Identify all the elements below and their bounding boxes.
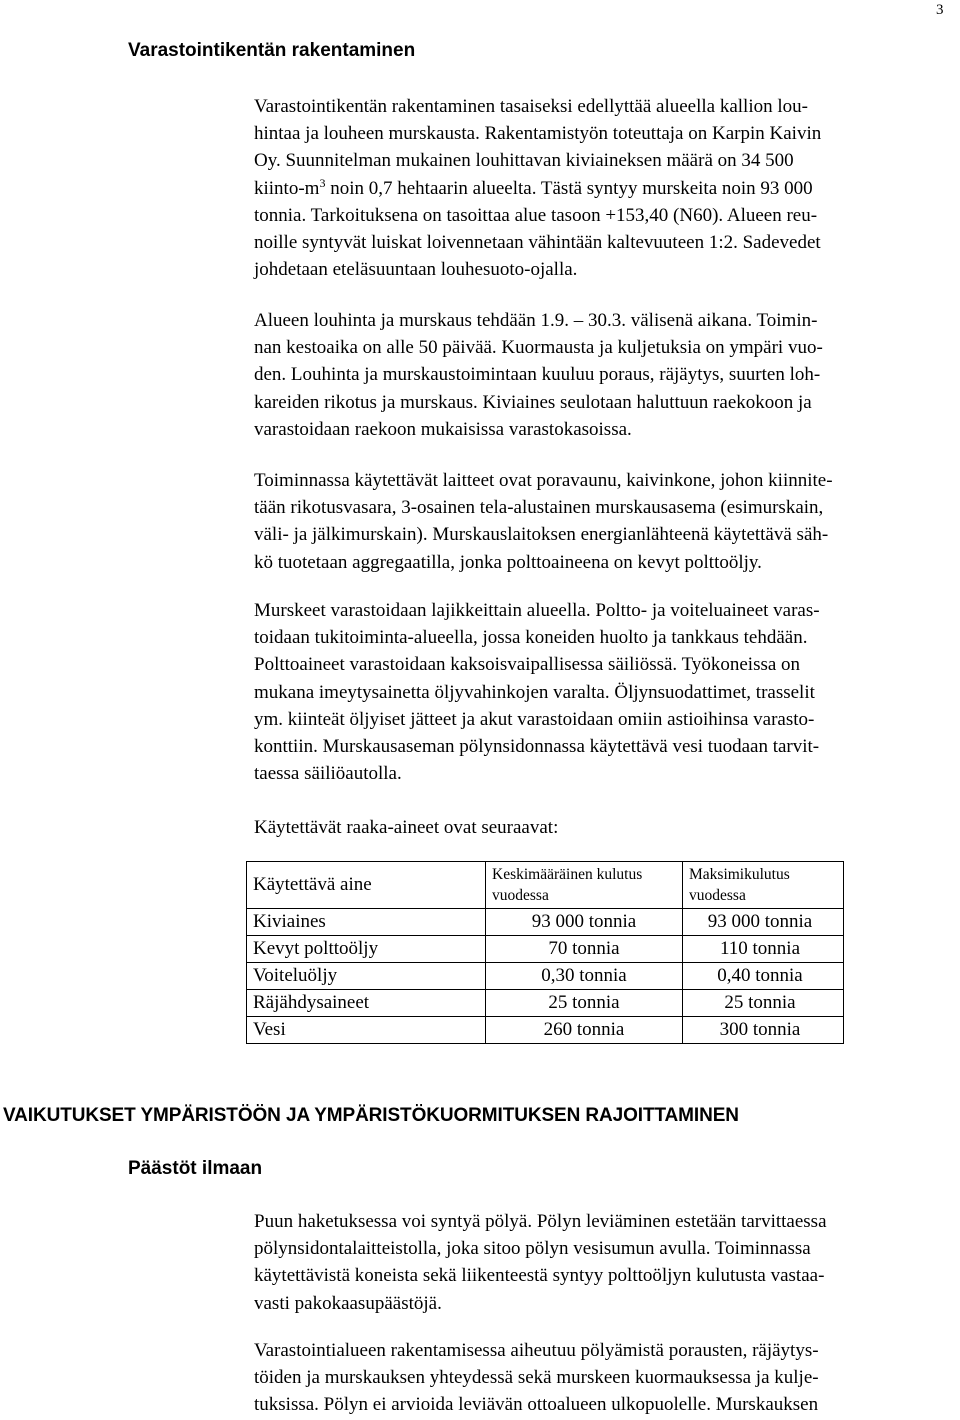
table-cell: 260 tonnia [486, 1017, 683, 1044]
text-line: tonnia. Tarkoituksena on tasoittaa alue tasoon +153,40 (N60). Alueen reu- [254, 204, 818, 226]
table-cell: 0,40 tonnia [683, 963, 844, 990]
table-header-row [247, 862, 844, 909]
text-line: Varastointialueen rakentamisessa aiheutuu pölyämistä porausten, räjäytys- [254, 1340, 819, 1361]
text-fragment: noin 0,7 hehtaarin alueelta. Tästä syntyy murskeita noin 93 000 [325, 177, 813, 199]
text-line: pölynsidontalaitteistolla, joka sitoo pölyn vesisumun avulla. Toiminnassa [254, 1238, 811, 1260]
table-header-cell: Keskimääräinen kulutus vuodessa [486, 862, 683, 909]
text-line: mukana imeytysainetta öljyvahinkojen varalta. Öljynsuodattimet, trasselit [254, 681, 815, 703]
text-line: kareiden rikotus ja murskaus. Kiviaines seulotaan haluttuun raekokoon ja [254, 391, 812, 413]
text-line: toidaan tukitoiminta-alueella, jossa koneiden huolto ja tankkaus tehdään. [254, 627, 808, 649]
table-row [247, 990, 844, 1017]
table-header-cell: Maksimikulutus vuodessa [683, 862, 844, 909]
table-row [247, 936, 844, 963]
text-line: Puun haketuksessa voi syntyä pölyä. Pölyn leviäminen estetään tarvittaessa [254, 1211, 827, 1232]
table-cell: 110 tonnia [683, 936, 844, 963]
text-line: noille syntyvät luiskat loivennetaan vähintään kaltevuuteen 1:2. Sadevedet [254, 232, 821, 254]
table-cell: Vesi [247, 1017, 486, 1044]
paragraph-storage [254, 597, 954, 787]
text-line-with-superscript [254, 175, 954, 202]
paragraph-equipment [254, 467, 954, 576]
text-line: tään rikotusvasara, 3-osainen tela-alustainen murskausasema (esimurskain, [254, 497, 824, 519]
text-line: Toiminnassa käytettävät laitteet ovat poravaunu, kaivinkone, johon kiinnite- [254, 470, 833, 491]
text-line: Oy. Suunnitelman mukainen louhittavan kiviaineksen määrä on 34 500 [254, 150, 794, 172]
main-heading-environmental-effects: VAIKUTUKSET YMPÄRISTÖÖN JA YMPÄRISTÖKUORMITUKSEN RAJOITTAMINEN [3, 1105, 739, 1126]
table-cell: 93 000 tonnia [683, 909, 844, 936]
text-line: Alueen louhinta ja murskaus tehdään 1.9. – 30.3. välisenä aikana. Toimin- [254, 310, 818, 331]
table-row [247, 963, 844, 990]
text-line: Murskeet varastoidaan lajikkeittain alueella. Poltto- ja voiteluaineet varas- [254, 600, 820, 621]
table-cell: 25 tonnia [486, 990, 683, 1017]
table-cell: 70 tonnia [486, 936, 683, 963]
text-line: varastoidaan raekoon mukaisissa varastokasoissa. [254, 418, 632, 440]
text-line: kö tuotetaan aggregaatilla, jonka polttoaineena on kevyt polttoöljy. [254, 551, 762, 573]
subheading-air-emissions: Päästöt ilmaan [128, 1158, 263, 1179]
text-line: Polttoaineet varastoidaan kaksoisvaipallisessa säiliössä. Työkoneissa on [254, 654, 801, 676]
text-line: käytettävistä koneista sekä liikenteestä syntyy polttoöljyn kulutusta vastaa- [254, 1265, 825, 1287]
text-line: ym. kiinteät öljyiset jätteet ja akut varastoidaan omiin astioihinsa varasto- [254, 708, 815, 730]
table-row [247, 909, 844, 936]
text-line: tuksissa. Pölyn ei arvioida leviävän ottoalueen ulkopuolelle. Murskauksen [254, 1394, 819, 1416]
paragraph-schedule [254, 307, 954, 443]
text-line: Käytettävät raaka-aineet ovat seuraavat: [254, 817, 559, 838]
paragraph-dust-construction [254, 1337, 954, 1419]
table-cell: 300 tonnia [683, 1017, 844, 1044]
text-line: johdetaan eteläsuuntaan louhesuoto-ojalla. [254, 259, 578, 281]
text-line: vasti pakokaasupäästöjä. [254, 1292, 442, 1314]
text-line: töiden ja murskauksen yhteydessä sekä murskeen kuormauksessa ja kulje- [254, 1367, 819, 1389]
table-cell: Voiteluöljy [247, 963, 486, 990]
text-line: nan kestoaika on alle 50 päivää. Kuormausta ja kuljetuksia on ympäri vuo- [254, 337, 823, 359]
paragraph-construction [254, 93, 954, 283]
text-fragment: kiinto-m [254, 177, 320, 199]
text-line: taessa säiliöautolla. [254, 763, 402, 785]
text-line: väli- ja jälkimurskain). Murskauslaitoksen energianlähteenä käytettävä säh- [254, 524, 829, 546]
text-line: hintaa ja louheen murskausta. Rakentamistyön toteuttaja on Karpin Kaivin [254, 123, 822, 145]
table-row [247, 1017, 844, 1044]
paragraph-dust [254, 1208, 954, 1317]
page-number: 3 [936, 2, 944, 18]
superscript-three: 3 [319, 175, 326, 190]
table-header-cell: Käytettävä aine [247, 862, 486, 909]
table-cell: 93 000 tonnia [486, 909, 683, 936]
text-line: konttiin. Murskausaseman pölynsidonnassa käytettävä vesi tuodaan tarvit- [254, 736, 820, 758]
section-heading-storage-field: Varastointikentän rakentaminen [128, 40, 416, 61]
table-cell: 25 tonnia [683, 990, 844, 1017]
text-line: den. Louhinta ja murskaustoimintaan kuuluu poraus, räjäytys, suurten loh- [254, 364, 821, 386]
paragraph-raw-materials-intro [254, 814, 954, 841]
raw-materials-table [246, 861, 844, 1044]
table-cell: Kiviaines [247, 909, 486, 936]
table-cell: 0,30 tonnia [486, 963, 683, 990]
table-cell: Kevyt polttoöljy [247, 936, 486, 963]
table-cell: Räjähdysaineet [247, 990, 486, 1017]
text-line: Varastointikentän rakentaminen tasaiseksi edellyttää alueella kallion lou- [254, 96, 808, 117]
